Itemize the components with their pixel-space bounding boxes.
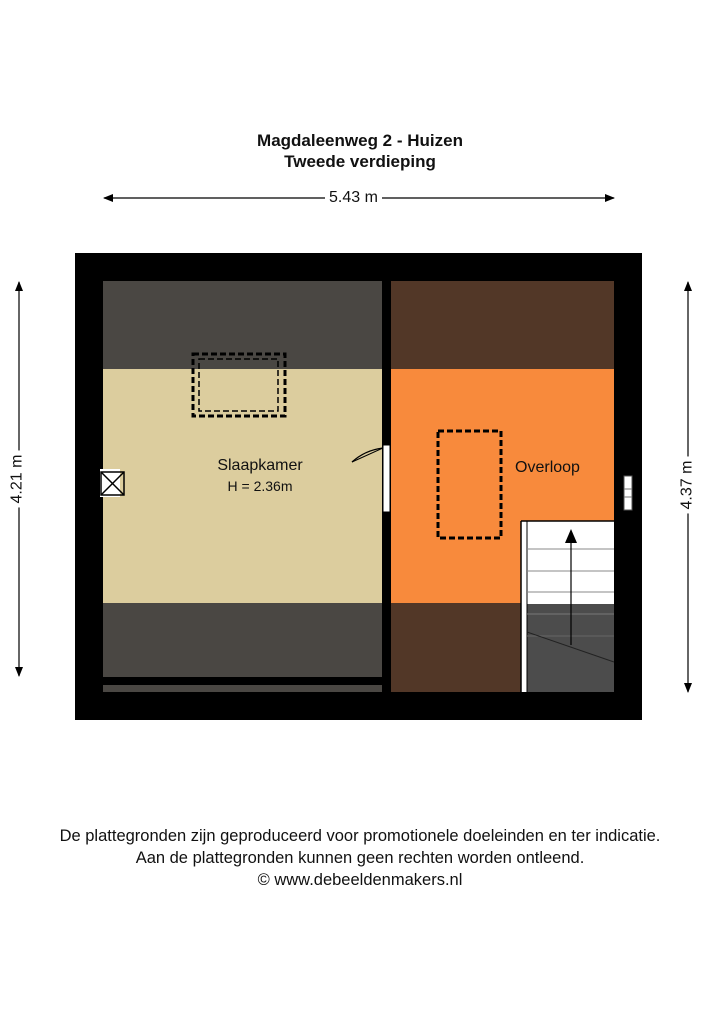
width-dimension-label: 5.43 m <box>325 189 382 207</box>
copyright-link[interactable]: © www.debeeldenmakers.nl <box>257 871 463 889</box>
disclaimer-line-2: Aan de plattegronden kunnen geen rechten worden ontleend. <box>135 849 585 867</box>
bedroom-sloped-ceiling-top <box>103 281 382 369</box>
landing-sloped-ceiling-bottom <box>391 603 521 692</box>
plan-floor-title: Tweede verdieping <box>284 152 436 171</box>
staircase <box>521 521 614 692</box>
bedroom-bottom-strip <box>103 685 382 692</box>
right-wall-window <box>624 476 632 510</box>
left-height-dimension-label: 4.21 m <box>8 451 26 508</box>
bedroom-name: Slaapkamer <box>217 457 303 474</box>
bedroom-label <box>190 456 330 496</box>
landing-sloped-ceiling-top <box>391 281 614 369</box>
right-height-dimension-label: 4.37 m <box>678 457 696 514</box>
disclaimer-line-1: De plattegronden zijn geproduceerd voor promotionele doeleinden en ter indicatie. <box>59 827 661 845</box>
bedroom-ceiling-height: H = 2.36m <box>227 478 293 494</box>
landing-label: Overloop <box>515 459 580 476</box>
plan-address-title: Magdaleenweg 2 - Huizen <box>257 131 463 150</box>
bedroom-sloped-ceiling-bottom <box>103 603 382 677</box>
